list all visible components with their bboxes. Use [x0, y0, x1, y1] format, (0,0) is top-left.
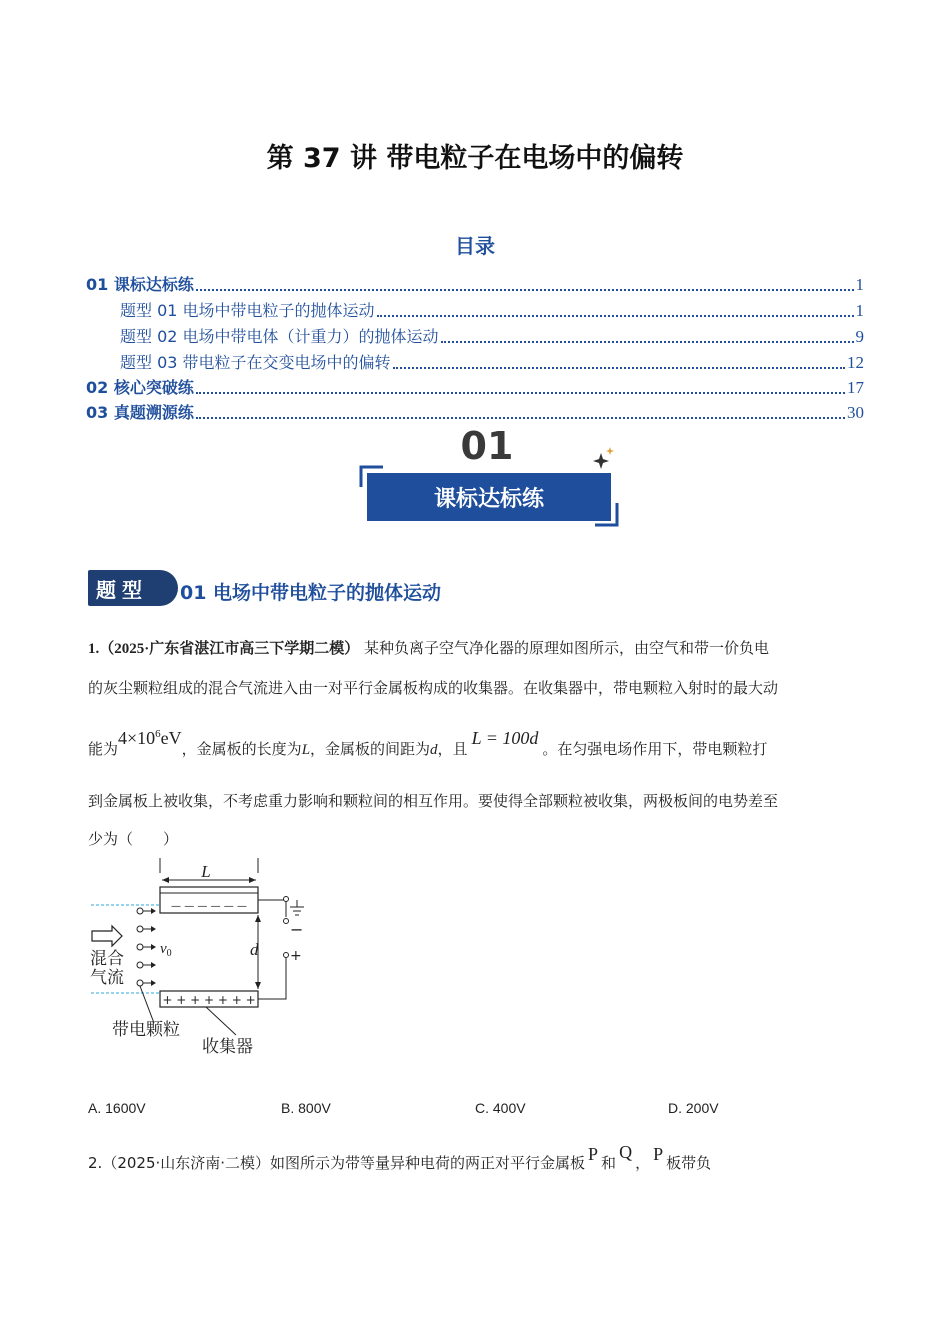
sign-minus: − [290, 920, 304, 939]
toc-heading: 目录 [455, 234, 495, 258]
option-letter: D. [668, 1100, 682, 1116]
toc-leader-dots [196, 391, 845, 394]
energy-value [118, 728, 182, 748]
option-letter: C. [475, 1100, 489, 1116]
collector-diagram [86, 855, 316, 1065]
terminal-plus [284, 953, 289, 958]
toc-leader-dots [393, 366, 845, 369]
type-header [88, 570, 788, 610]
question-text: 。在匀强电场作用下，带电颗粒打 [542, 740, 768, 758]
toc-entry[interactable] [86, 324, 864, 348]
page-title: 第 37 讲 带电粒子在电场中的偏转 [266, 143, 684, 174]
var-L: L [301, 742, 311, 758]
terminal-minus [284, 919, 289, 924]
energy-exp: 6 [155, 728, 161, 740]
ground-icon [290, 900, 304, 915]
option-d[interactable] [668, 1100, 719, 1116]
particle-arrows [151, 908, 156, 986]
question-source: （2025·广东省湛江市高三下学期二模） [99, 641, 360, 657]
question-text: 和 [601, 1154, 617, 1172]
question-2-line-1 [88, 1142, 862, 1178]
option-text: 800V [298, 1100, 331, 1116]
type-title: 01 电场中带电粒子的抛体运动 [180, 582, 442, 604]
toc-leader-dots [196, 416, 845, 419]
option-b[interactable] [281, 1100, 331, 1116]
question-text: （2025·山东济南·二模）如图所示为带等量异种电荷的两正对平行金属板 [102, 1154, 586, 1172]
sign-plus: + [290, 948, 302, 964]
option-a[interactable] [88, 1100, 146, 1116]
label-mixed-2: 气流 [90, 968, 124, 988]
wire-top [258, 900, 286, 917]
toc-entry[interactable] [86, 400, 864, 424]
toc-entry-label: 01 课标达标练 [86, 275, 194, 294]
question-number: 1. [88, 641, 100, 657]
label-d: d [250, 940, 259, 959]
var-Q: Q [619, 1142, 633, 1162]
var-P: P [653, 1144, 664, 1164]
var-d: d [430, 742, 438, 758]
question-text: ，金属板的长度为 [181, 740, 302, 758]
type-badge-text: 题型 [96, 578, 148, 602]
energy-coef: 4 [118, 728, 128, 748]
energy-unit: eV [160, 728, 182, 748]
toc-entry-label: 02 核心突破练 [86, 378, 194, 397]
toc-entry[interactable] [86, 272, 864, 296]
question-1-line-5: 少为（ ） [88, 830, 179, 848]
section-banner [355, 425, 625, 535]
question-1-line-4: 到金属板上被收集，不考虑重力影响和颗粒间的相互作用。要使得全部颗粒被收集，两极板间的电势差至 [88, 792, 779, 810]
toc-entry[interactable] [86, 298, 864, 322]
question-text: ，且 [437, 740, 468, 758]
label-particle: 带电颗粒 [112, 1020, 180, 1040]
question-number: 2. [88, 1154, 103, 1172]
toc-entry[interactable] [86, 375, 864, 399]
toc-entry-page: 1 [855, 275, 864, 294]
label-mixed-1: 混合 [90, 949, 124, 969]
question-text: ， [635, 1154, 651, 1172]
question-1-line-3 [88, 728, 862, 760]
option-c[interactable] [475, 1100, 526, 1116]
toc-entry-page: 17 [847, 378, 864, 397]
toc-entry-label: 题型 01 电场中带电粒子的抛体运动 [120, 301, 375, 320]
energy-times: ×10 [127, 728, 156, 748]
question-text: 某种负离子空气净化器的原理如图所示，由空气和带一价负电 [364, 639, 770, 657]
wire-bottom [258, 958, 286, 999]
terminal-top [284, 897, 289, 902]
toc-leader-dots [377, 314, 854, 317]
question-text: 能为 [88, 740, 119, 758]
label-L: L [201, 862, 211, 881]
option-text: 200V [685, 1100, 719, 1116]
label-v0: $v_0$ [160, 941, 172, 959]
top-charges: — — — — — — [171, 901, 247, 912]
banner-number: 01 [460, 425, 514, 468]
toc-entry-label: 03 真题溯源练 [86, 403, 194, 422]
toc-entry-page: 9 [855, 327, 864, 346]
sparkle-small-icon [606, 447, 614, 455]
type-badge [88, 570, 178, 606]
question-text: ，金属板的间距为 [310, 740, 431, 758]
flow-arrow-icon [92, 926, 122, 946]
toc-leader-dots [441, 340, 854, 343]
question-1-line-2: 的灰尘颗粒组成的混合气流进入由一对平行金属板构成的收集器。在收集器中，带电颗粒入射时的最大动 [88, 679, 779, 697]
toc-leader-dots [196, 288, 854, 291]
question-text: 板带负 [666, 1154, 712, 1172]
option-text: 400V [492, 1100, 526, 1116]
toc-entry-page: 1 [855, 301, 864, 320]
banner-label: 课标达标练 [433, 487, 545, 512]
toc-entry-page: 30 [847, 403, 864, 422]
equation: L = 100d [471, 728, 539, 748]
toc-entry-page: 12 [847, 353, 864, 372]
label-collector: 收集器 [202, 1037, 253, 1057]
question-1-line-1 [88, 637, 862, 658]
toc-entry-label: 题型 03 带电粒子在交变电场中的偏转 [120, 353, 391, 372]
toc-entry-label: 题型 02 电场中带电体（计重力）的抛体运动 [120, 327, 439, 346]
toc-entry[interactable] [86, 350, 864, 374]
option-letter: A. [88, 1100, 102, 1116]
sparkle-icon [593, 453, 609, 469]
leader-collector [206, 1007, 236, 1035]
option-text: 1600V [105, 1100, 146, 1116]
bottom-charges: + + + + + + + [162, 993, 256, 1007]
option-letter: B. [281, 1100, 295, 1116]
var-P: P [588, 1144, 599, 1164]
leader-particle [140, 986, 154, 1023]
